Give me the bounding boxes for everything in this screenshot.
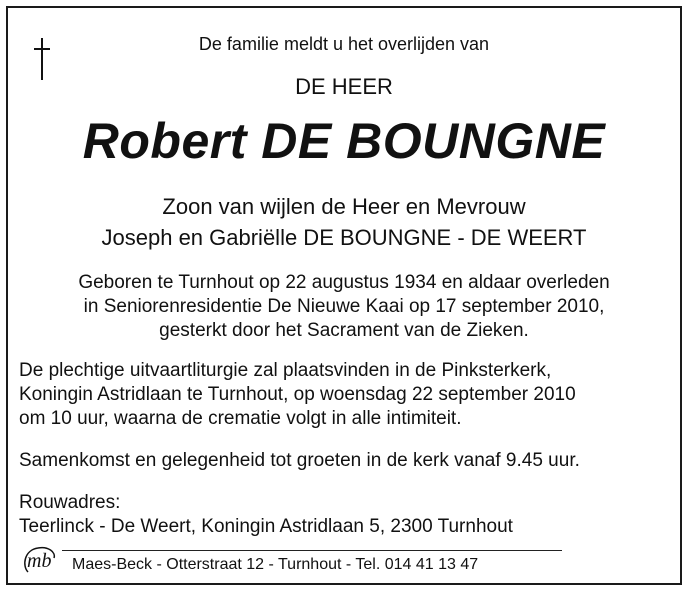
funeral-line-1: De plechtige uitvaartliturgie zal plaatsvinden in de Pinksterkerk,: [19, 360, 552, 381]
birth-line-3: gesterkt door het Sacrament van de Zieken.: [159, 320, 529, 341]
deceased-name: Robert DE BOUNGNE: [82, 113, 606, 169]
funeral-line-2: Koningin Astridlaan te Turnhout, op woensdag 22 september 2010: [19, 384, 576, 405]
footer-text: Maes-Beck - Otterstraat 12 - Turnhout - Tel. 014 41 13 47: [72, 556, 479, 573]
footer-divider: [62, 550, 562, 551]
parents-line-1: Zoon van wijlen de Heer en Mevrouw: [162, 194, 526, 219]
address-value: Teerlinck - De Weert, Koningin Astridlaan 5, 2300 Turnhout: [19, 516, 513, 537]
parents-line-2: Joseph en Gabriëlle DE BOUNGNE - DE WEERT: [101, 225, 587, 250]
funeral-line-3: om 10 uur, waarna de crematie volgt in alle intimiteit.: [19, 408, 462, 429]
gathering-line: Samenkomst en gelegenheid tot groeten in de kerk vanaf 9.45 uur.: [19, 450, 580, 471]
funeral-home-logo: [18, 540, 64, 578]
address-label: Rouwadres:: [19, 492, 121, 513]
logo-text: mb: [27, 550, 52, 572]
intro-line: De familie meldt u het overlijden van: [198, 34, 490, 54]
honorific-title: DE HEER: [295, 74, 393, 99]
birth-line-1: Geboren te Turnhout op 22 augustus 1934 en aldaar overleden: [78, 272, 610, 293]
birth-line-2: in Seniorenresidentie De Nieuwe Kaai op 17 september 2010,: [83, 296, 605, 317]
